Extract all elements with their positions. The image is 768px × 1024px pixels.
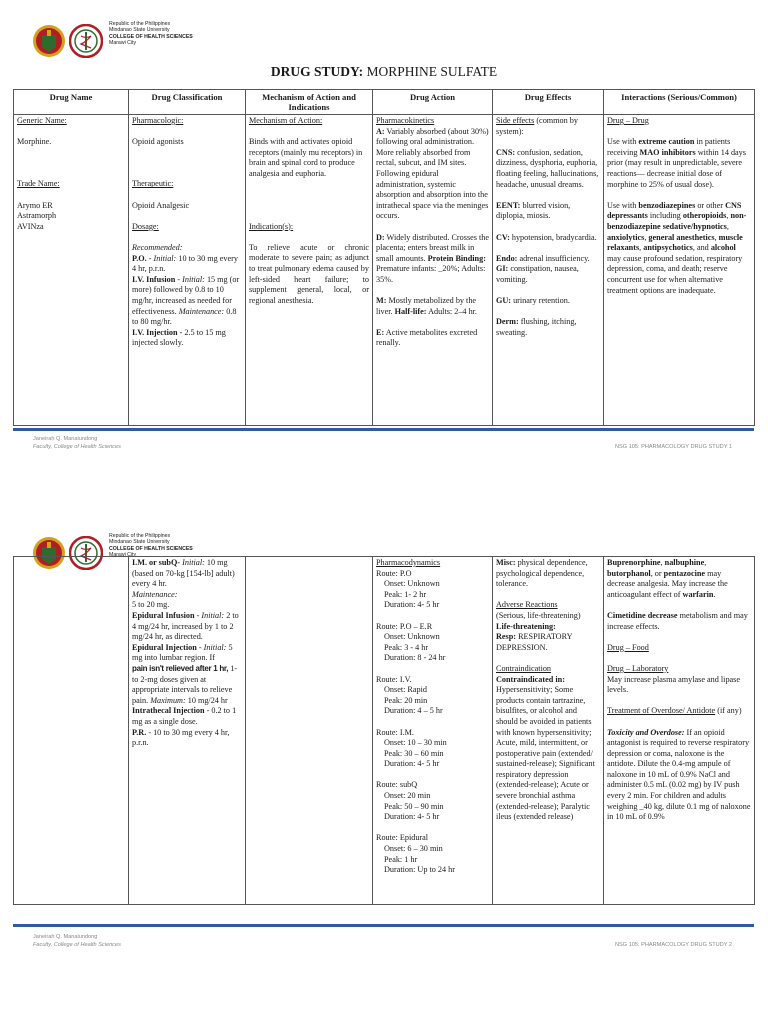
trade-name-3: AVINza	[17, 221, 44, 231]
route-subq: Route: subQ Onset: 20 min Peak: 50 – 90 min Duration: 4- 5 hr	[376, 780, 444, 822]
therapeutic-class: Opioid Analgesic	[132, 200, 190, 210]
letterhead-city: Marawi City	[109, 551, 137, 558]
footer-author: Janeirah Q. Manalundong	[33, 436, 98, 442]
letterhead-university: Mindanao State University	[109, 27, 170, 34]
effects-misc: Misc: physical dependence, psychological dependence, tolerance.	[496, 558, 588, 589]
college-health-sciences-logo	[69, 24, 103, 58]
side-effects-label: Side effects (common by system):	[496, 116, 578, 136]
route-po-er: Route: P.O – E.R Onset: Unknown Peak: 3 - 4 hr Duration: 8 - 24 hr	[376, 621, 446, 663]
dose-intrathecal: Intrathecal Injection - 0.2 to 1 mg as a single dose.	[132, 706, 237, 726]
letterhead-city: Marawi City	[109, 39, 137, 46]
route-po: Route: P.O Onset: Unknown Peak: 1- 2 hr Duration: 4- 5 hr	[376, 568, 440, 610]
effects-eent: EENT: blurred vision, diplopia, miosis.	[496, 200, 571, 221]
dose-po: P.O. - Initial: 10 to 30 mg every 4 hr, p.r.n.	[132, 253, 238, 274]
letterhead-text	[109, 21, 193, 46]
footer-rule	[13, 428, 754, 431]
trade-name-1: Arymo ER	[17, 200, 53, 210]
letterhead-university: Mindanao State University	[109, 539, 170, 546]
pharmacologic-class: Opioid agonists	[132, 137, 184, 147]
cell-mechanism	[246, 115, 373, 426]
col-header-effects: Drug Effects	[493, 90, 604, 115]
interaction-mao: Use with extreme caution in patients receiving MAO inhibitors within 14 days prior (may result in unpredictable, severe reactions— decrease initial dose of morphine to 25% of usual dose).	[607, 137, 746, 189]
dose-iv-injection: I.V. Injection - 2.5 to 15 mg injected slowly.	[132, 327, 226, 348]
letterhead-text	[109, 533, 193, 558]
therapeutic-label: Therapeutic:	[132, 179, 174, 189]
letterhead-republic: Republic of the Philippines	[109, 533, 171, 539]
effects-cns: CNS: confusion, sedation, dizziness, dysphoria, euphoria, floating feeling, hallucinations, headache, unusual dreams.	[496, 147, 599, 189]
document-title	[0, 64, 768, 80]
col-header-mechanism: Mechanism of Action and Indications	[246, 90, 373, 115]
effects-cv: CV: hypotension, bradycardia.	[496, 232, 597, 242]
maintenance-dose: 5 to 20 mg.	[132, 600, 170, 610]
dose-epidural-infusion: Epidural Infusion - Initial: 2 to 4 mg/24 hr, increased by 1 to 2 mg/24 hr, as directed.	[132, 610, 239, 642]
maintenance-label: Maintenance:	[132, 589, 178, 599]
indication-text: To relieve acute or chronic moderate to severe pain; as adjunct to treat pulmonary edema caused by left-sided heart failure; to supplement general, local, or regional anesthesia.	[249, 242, 369, 305]
dose-iv-infusion: I.V. Infusion - Initial: 15 mg (or more) followed by 0.8 to 10 mg/hr, increased as needed for effectiveness. Maintenance: 0.8 to 80 mg/hr.	[132, 274, 240, 327]
footer-author: Janeirah Q. Manalundong	[33, 934, 98, 940]
col-header-action: Drug Action	[373, 90, 493, 115]
letterhead-college: COLLEGE OF HEALTH SCIENCES	[109, 33, 193, 40]
recommended-label: Recommended:	[132, 242, 183, 252]
dose-pr: P.R. - 10 to 30 mg every 4 hr, p.r.n.	[132, 727, 230, 748]
trade-name-2: Astramorph	[17, 211, 57, 221]
interaction-cimetidine: Cimetidine decrease metabolism and may increase effects.	[607, 610, 748, 631]
drug-laboratory-label: Drug – Laboratory	[607, 663, 669, 673]
effects-resp: Resp: RESPIRATORY DEPRESSION.	[496, 632, 573, 652]
metabolism: M: Mostly metabolized by the liver. Half-life: Adults: 2–4 hr.	[376, 296, 477, 316]
drug-laboratory-text: May increase plasma amylase and lipase levels.	[607, 674, 740, 695]
generic-name-label: Generic Name:	[17, 116, 67, 125]
generic-name: Morphine.	[17, 137, 52, 147]
dose-pain-note: pain isn't relieved after 1 hr, 1- to 2-mg doses given at appropriate intervals to relieve pain. Maximum: 10 mg/24 hr	[132, 663, 238, 705]
col-header-classification: Drug Classification	[129, 90, 246, 115]
effects-gi: GI: constipation, nausea, vomiting.	[496, 264, 579, 284]
footer-faculty: Faculty, College of Health Sciences	[33, 443, 121, 450]
cell-classification	[129, 115, 246, 426]
life-threatening-label: Life-threatening:	[496, 621, 556, 631]
cell-action	[373, 115, 493, 426]
footer-author-block	[33, 934, 121, 949]
effects-derm: Derm: flushing, itching, sweating.	[496, 317, 577, 337]
cell-drug-name	[14, 115, 129, 426]
footer-author-block	[33, 436, 121, 451]
cell-drug-name	[14, 557, 129, 905]
table-row	[14, 557, 755, 905]
page-2	[0, 512, 768, 1024]
dosage-label: Dosage:	[132, 221, 159, 231]
interaction-cns-depressants: Use with benzodiazepines or other CNS depressants including otheropioids, non-benzodiazepine sedative/hypnotics, anxiolytics, general anesthetics, muscle relaxants, antipsychotics, and alcohol may cause profound sedation, respiratory depression, coma, and death; reserve concurrent use for when alternative treatment options are inadequate.	[607, 200, 747, 295]
pharmacokinetics-label: Pharmacokinetics	[376, 116, 435, 125]
contraindication-text: Hypersensitivity; Some products contain tartrazine, bisulfites, or alcohol and should be avoided in patients with known hypersensitivity; Acute, mild, intermittent, or postoperative pain (extended/ sustained-release); Significant respiratory depression (extended-release); Acute or severe bronchial asthma (extended-release); Paralytic ileus (extended release)	[496, 685, 595, 822]
toxicity-overdose-text: Toxicity and Overdose: If an opioid antagonist is required to reverse respiratory depression or coma, naloxone is the antidote. Dilute the 0.4-mg ampule of naloxone in 10 mL of 0.9% NaCl and administer 0.5 mL (0.02 mg) by IV push every 2 min. For children and adults weighing _40 kg, dilute 0.1 mg of naloxone in 10 mL of 0.9%	[607, 727, 751, 822]
dose-epidural-injection: Epidural Injection - Initial: 5 mg into lumbar region. If	[132, 642, 233, 663]
trade-name-label: Trade Name:	[17, 179, 60, 189]
mechanism-label: Mechanism of Action:	[249, 116, 323, 125]
pharmacodynamics-label: Pharmacodynamics	[376, 558, 441, 567]
overdose-label: Treatment of Overdose/ Antidote (if any)	[607, 706, 742, 716]
table-row	[14, 115, 755, 426]
effects-gu: GU: urinary retention.	[496, 296, 570, 306]
indication-label: Indication(s):	[249, 221, 294, 231]
adverse-reactions-label: Adverse Reactions	[496, 600, 558, 610]
letterhead	[22, 10, 422, 58]
msu-seal-logo	[32, 24, 66, 58]
cell-action	[373, 557, 493, 905]
excretion: E: Active metabolites excreted renally.	[376, 327, 478, 348]
table-header-row	[14, 90, 755, 115]
footer-course-page: NSG 105: PHARMACOLOGY DRUG STUDY 2	[615, 942, 732, 948]
footer-rule	[13, 924, 754, 927]
cell-classification	[129, 557, 246, 905]
route-iv: Route: I.V. Onset: Rapid Peak: 20 min Duration: 4 – 5 hr	[376, 674, 443, 716]
effects-endo: Endo: adrenal insufficiency.	[496, 253, 590, 263]
drug-study-table-continued	[13, 556, 755, 905]
cell-interactions	[604, 557, 755, 905]
letterhead-college: COLLEGE OF HEALTH SCIENCES	[109, 545, 193, 552]
cell-mechanism	[246, 557, 373, 905]
mechanism-text: Binds with and activates opioid receptors (mainly mu receptors) in brain and spinal cord to produce analgesia and euphoria.	[249, 137, 363, 178]
footer-faculty: Faculty, College of Health Sciences	[33, 941, 121, 948]
pharmacologic-label: Pharmacologic:	[132, 116, 184, 125]
route-im: Route: I.M. Onset: 10 – 30 min Peak: 30 – 60 min Duration: 4- 5 hr	[376, 727, 447, 769]
title-prefix: DRUG STUDY:	[270, 64, 364, 79]
drug-drug-label: Drug – Drug	[607, 116, 649, 125]
cell-interactions	[604, 115, 755, 426]
route-epidural: Route: Epidural Onset: 6 – 30 min Peak: 1 hr Duration: Up to 24 hr	[376, 833, 455, 875]
drug-food-label: Drug – Food	[607, 642, 649, 652]
distribution: D: Widely distributed. Crosses the placenta; enters breast milk in small amounts. Protein Binding: Premature infants: _20%; Adults: 35%.	[376, 232, 489, 284]
contraindicated-in-label: Contraindicated in:	[496, 674, 565, 684]
letterhead-republic: Republic of the Philippines	[109, 21, 171, 27]
drug-study-table	[13, 89, 755, 426]
title-drug: MORPHINE SULFATE	[363, 64, 498, 79]
contraindication-label: Contraindication	[496, 663, 552, 673]
absorption: A: Variably absorbed (about 30%) following oral administration. More reliably absorbed from rectal, subcut, and IM sites. Following epidural administration, systemic absorption and absorption into the intrathecal space via the meninges occurs.	[376, 126, 489, 221]
col-header-drug-name: Drug Name	[14, 90, 129, 115]
cell-effects	[493, 115, 604, 426]
col-header-interactions: Interactions (Serious/Common)	[604, 90, 755, 115]
adverse-reactions-note: (Serious, life-threatening)	[496, 610, 581, 620]
cell-effects	[493, 557, 604, 905]
footer-course-page: NSG 105: PHARMACOLOGY DRUG STUDY 1	[615, 444, 732, 450]
dose-im-subq: I.M. or subQ- Initial: 10 mg (based on 70-kg [154-lb] adult) every 4 hr.	[132, 558, 235, 589]
interaction-opioid-agonist-antagonists: Buprenorphine, nalbuphine, butorphanol, or pentazocine may decrease analgesia. May increase the anticoagulant effect of warfarin.	[607, 558, 728, 599]
